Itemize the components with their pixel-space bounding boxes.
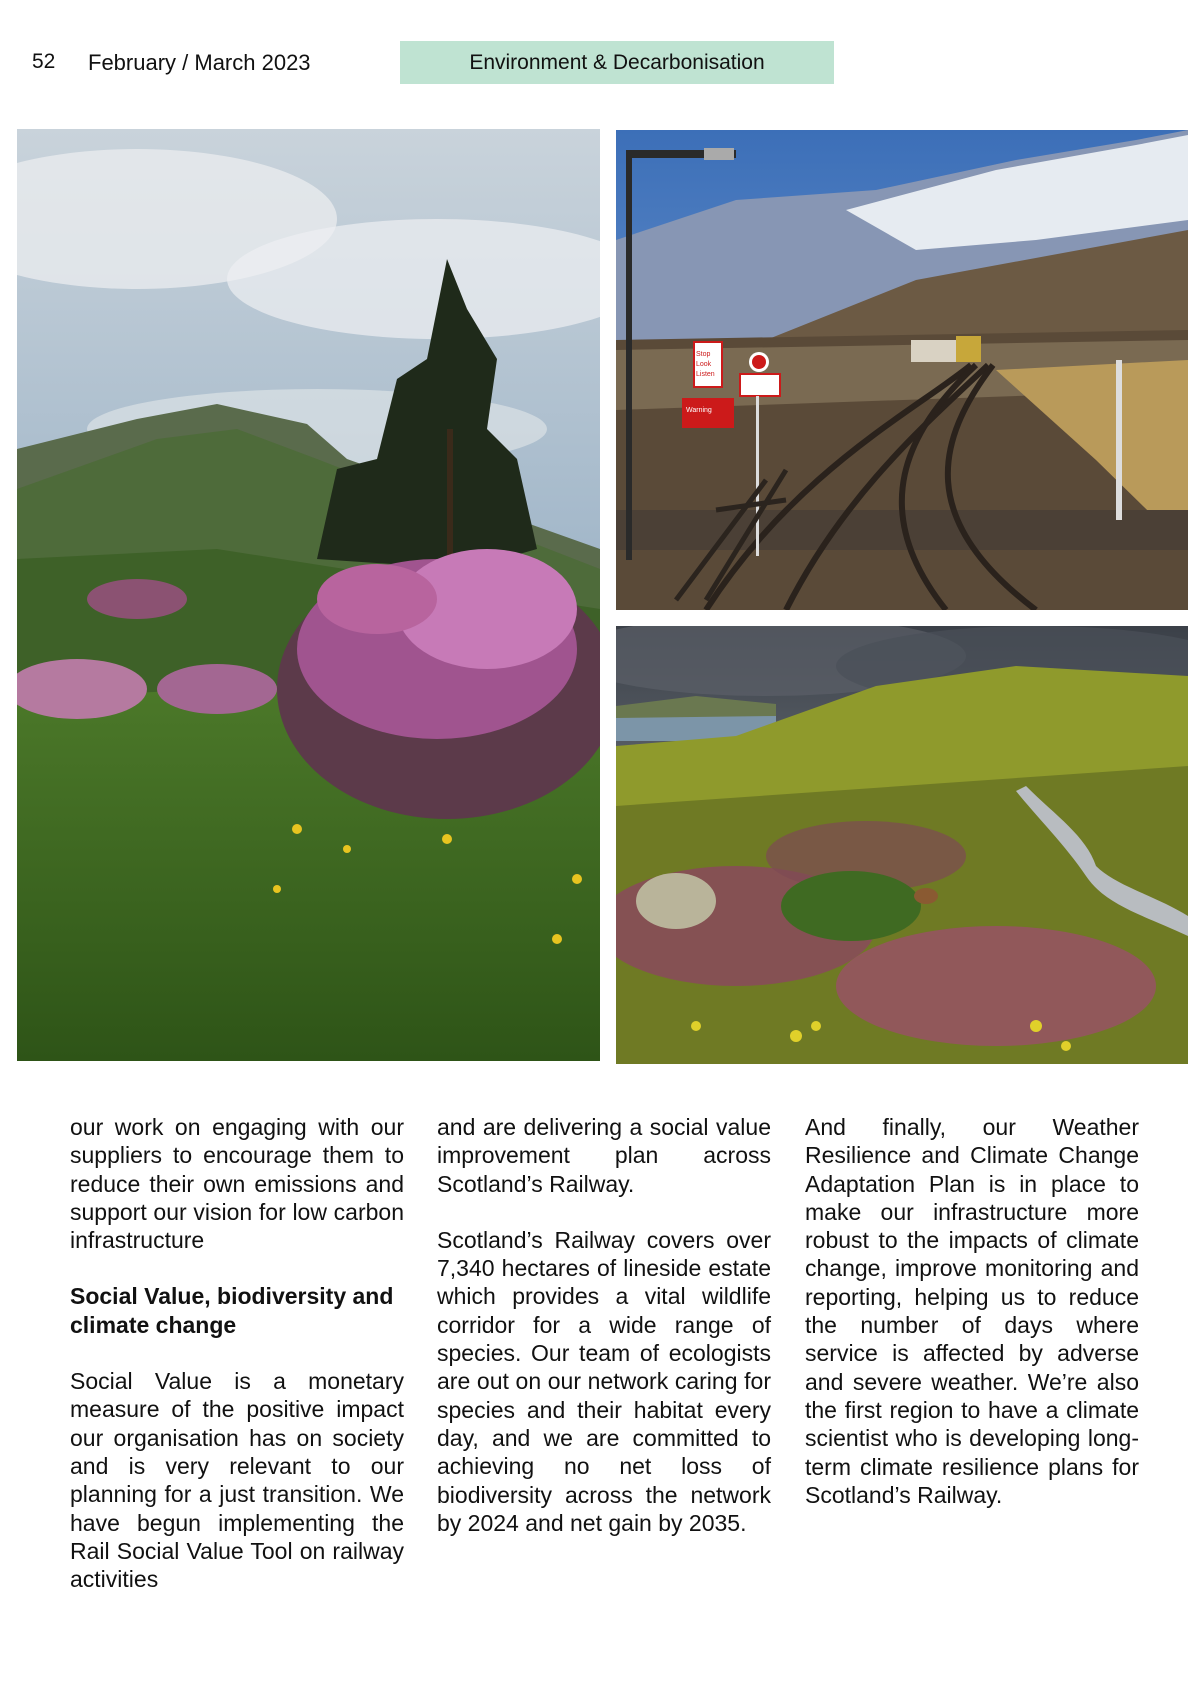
col2-paragraph-1: and are delivering a social value improvement plan across Scotland’s Railway. bbox=[437, 1114, 771, 1197]
col1-paragraph-2: Social Value is a monetary measure of the positive impact our organisation has on society and is very relevant to our planning for a just transition. We have begun implementing the Rail Social Value Tool on railway activities bbox=[70, 1368, 404, 1593]
col3-paragraph-1: And finally, our Weather Resilience and Climate Change Adaptation Plan is in place to make our infrastructure more robust to the impacts of climate change, improve monitoring and reporting, helping us to reduce the number of days where service is affected by adverse and severe weather. We’re also the first region to have a climate scientist who is developing long-term climate resilience plans for Scotland’s Railway. bbox=[805, 1114, 1139, 1508]
sign-warning-text: Warning bbox=[686, 407, 712, 414]
warning-sign bbox=[682, 398, 734, 428]
col2-paragraph-2: Scotland’s Railway covers over 7,340 hectares of lineside estate which provides a vital wildlife corridor for a wide range of species. Our team of ecologists are out on our network caring for species and their habitat every day, and we are committed to achieving no net loss of biodiversity across the network by 2024 and net gain by 2035. bbox=[437, 1226, 771, 1536]
railway-level-crossing-photo bbox=[616, 130, 1188, 610]
heather-moorland-stream-photo bbox=[616, 626, 1188, 1064]
sign-listen-text: Listen bbox=[696, 371, 715, 378]
page-number: 52 bbox=[32, 50, 56, 73]
issue-date: February / March 2023 bbox=[88, 50, 311, 75]
sign-look-text: Look bbox=[696, 361, 712, 368]
article-column-2 bbox=[437, 1113, 771, 1565]
article-column-1 bbox=[70, 1113, 404, 1621]
article-column-3 bbox=[805, 1113, 1139, 1537]
sign-stop-text: Stop bbox=[696, 351, 711, 358]
section-tag: Environment & Decarbonisation bbox=[400, 41, 834, 84]
stop-look-listen-sign bbox=[694, 342, 722, 387]
section-heading-social-value: Social Value, biodiversity and climate change bbox=[70, 1283, 394, 1338]
highland-rhododendron-photo bbox=[17, 129, 600, 1061]
col1-paragraph-1: our work on engaging with our suppliers to encourage them to reduce their own emissions and support our vision for low carbon infrastructure bbox=[70, 1114, 404, 1254]
